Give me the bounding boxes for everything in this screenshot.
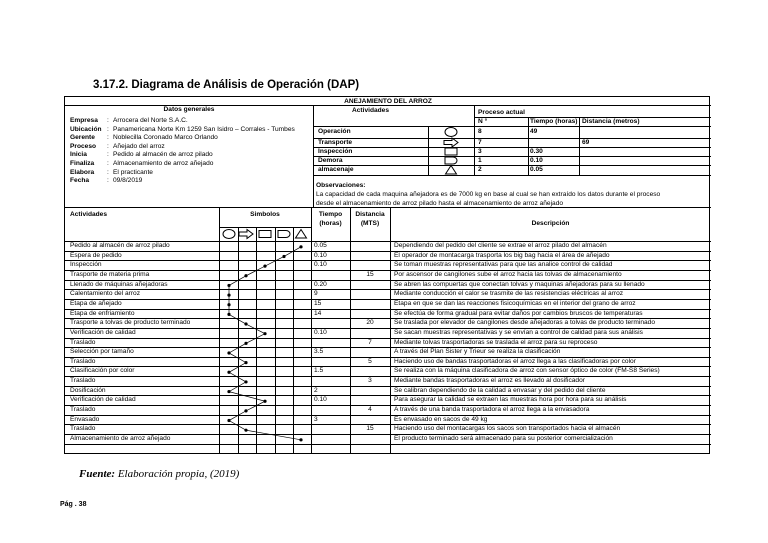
general-value: Arrocera del Norte S.A.C. — [113, 117, 188, 124]
detail-desc: Etapa en que se dan las reacciones fisicoquímicas en el interior del grano de arroz — [394, 299, 636, 307]
grid-line — [65, 207, 711, 208]
grid-line — [65, 386, 711, 387]
page-number: Pág . 38 — [60, 501, 87, 508]
detail-desc: Se toman muestras representativas para que las analice control de calidad — [394, 261, 613, 269]
summary-row-n: 2 — [478, 166, 482, 173]
square-icon — [445, 148, 457, 155]
grid-line — [293, 227, 294, 241]
summary-col-dist: Distancia (metros) — [582, 118, 640, 125]
detail-activity: Clasificación por color — [70, 367, 135, 375]
flow-point — [244, 342, 247, 345]
circle-icon — [223, 230, 235, 239]
detail-h-time: Tiempo — [318, 211, 343, 218]
detail-dist: 15 — [366, 425, 374, 433]
detail-desc: Se abren las compuertas que conectan tolvas y maquinas añejadoras para su llenado — [394, 280, 645, 288]
detail-time: 2 — [314, 386, 318, 394]
flow-point — [227, 371, 230, 374]
summary-row-name: Transporte — [318, 138, 353, 146]
flow-point — [299, 438, 302, 441]
flow-point — [282, 255, 285, 258]
detail-time: 9 — [314, 290, 318, 298]
general-value: Noblecilla Coronado Marco Orlando — [113, 134, 218, 142]
detail-activity: Traslado — [70, 357, 96, 365]
fuente-label: Fuente: — [79, 468, 116, 480]
grid-line — [238, 241, 239, 454]
grid-line — [256, 227, 257, 241]
general-sep: : — [107, 177, 109, 185]
flow-point — [263, 265, 266, 268]
flow-point — [244, 322, 247, 325]
detail-desc: Mediante conducción el calor se trasmite de las resistencias eléctricas al arroz — [394, 290, 624, 298]
fuente-text: Elaboración propia, (2019) — [117, 468, 240, 480]
general-label: Ubicación — [70, 125, 102, 133]
detail-activity: Traslado — [70, 338, 96, 346]
detail-time: 0.10 — [314, 396, 327, 404]
flow-point — [244, 429, 247, 432]
circle-icon — [445, 128, 457, 137]
detail-desc: A través del Plan Sister y Trieur se realiza la clasificación — [394, 348, 561, 356]
detail-desc: Se calibran dependiendo de la calidad a envasar y del pedido del cliente — [394, 386, 606, 394]
detail-h-symbols: Simbolos — [250, 211, 280, 218]
detail-activity: Traslado — [70, 406, 96, 414]
general-sep: : — [107, 142, 109, 150]
grid-line — [311, 207, 312, 454]
summary-process-header: Proceso actual — [478, 109, 525, 116]
detail-time: 3 — [314, 415, 318, 423]
fuente-caption — [79, 468, 239, 480]
detail-activity: Etapa de enfriamiento — [70, 309, 135, 317]
detail-time: 0.10 — [314, 251, 327, 259]
summary-row-name: Inspección — [318, 147, 353, 155]
summary-row-n: 3 — [478, 147, 482, 155]
table-title: ANEJAMIENTO DEL ARROZ — [344, 98, 432, 105]
detail-desc: Haciendo uso de bandas trasportadoras el arroz llega a las clasificadoras por color — [394, 357, 636, 365]
flow-point — [244, 361, 247, 364]
detail-h-dist: Distancia — [355, 211, 385, 218]
general-label: Gerente — [70, 134, 95, 142]
detail-activity: Almacenamiento de arroz añejado — [70, 435, 171, 442]
general-value: El practicante — [113, 168, 153, 176]
grid-line — [65, 347, 711, 348]
detail-activity: Selección por tamaño — [70, 348, 134, 356]
detail-desc: Por ascensor de cangilones sube el arroz hacia las tolvas de almacenamiento — [394, 270, 622, 278]
grid-line — [219, 207, 220, 454]
flow-point — [244, 274, 247, 277]
general-sep: : — [107, 117, 109, 124]
summary-row-n: 7 — [478, 138, 482, 146]
detail-activity: Trasporte de materia prima — [70, 270, 150, 278]
dap-table — [64, 96, 710, 454]
detail-dist: 4 — [368, 406, 372, 414]
summary-row-time: 49 — [530, 128, 538, 135]
observations-line1: La capacidad de cada maquina añejadora es de 7000 kg en base al cual se han extraído los datos durante el proceso — [316, 191, 661, 198]
detail-time: 15 — [314, 299, 322, 307]
detail-desc: El operador de montacarga trasporta los big bag hacia el área de añejado — [394, 251, 610, 259]
observations-line2: desde el almacenamiento de arroz pilado hasta el almacenamiento de arroz añejado — [316, 200, 564, 207]
summary-row-time: 0.10 — [530, 156, 543, 164]
general-label: Fecha — [70, 177, 90, 185]
page-title: 3.17.2. Diagrama de Análisis de Operación (DAP) — [93, 79, 360, 91]
summary-row-name: Operación — [318, 128, 351, 135]
detail-time: 3.5 — [314, 348, 324, 356]
detail-time: 0.20 — [314, 280, 327, 288]
detail-h-time-unit: (horas) — [319, 220, 342, 227]
detail-activity: Calentamiento del arroz — [70, 290, 141, 298]
detail-dist: 20 — [366, 319, 374, 327]
grid-line — [238, 227, 239, 241]
detail-desc: Mediante bandas trasportadoras el arroz es llevado al dosificador — [394, 377, 585, 385]
detail-time: 1.5 — [314, 367, 324, 375]
d-shape-icon — [278, 231, 290, 238]
flow-point — [227, 284, 230, 287]
grid-line — [313, 175, 711, 176]
detail-h-activities: Actividades — [70, 211, 108, 218]
summary-row-name: Demora — [318, 156, 343, 164]
detail-activity: Dosificación — [70, 386, 106, 394]
grid-line — [256, 241, 257, 454]
detail-desc: Se traslada por elevador de cangilones desde añejadoras a tolvas de producto terminado — [394, 319, 655, 327]
general-value: Almacenamiento de arroz añejado — [113, 160, 214, 167]
general-label: Inicia — [70, 151, 87, 159]
flow-point — [263, 400, 266, 403]
summary-col-time: Tiempo (horas) — [530, 118, 578, 125]
flow-point — [263, 332, 266, 335]
flow-point — [244, 409, 247, 412]
general-sep: : — [107, 160, 109, 167]
detail-activity: Verificación de calidad — [70, 328, 136, 336]
detail-desc: Mediante tolvas trasportadoras se traslada el arroz para su reproceso — [394, 338, 598, 346]
summary-col-n: N ° — [478, 118, 488, 125]
detail-time: 14 — [314, 309, 322, 317]
detail-activity: Traslado — [70, 377, 96, 385]
detail-activity: Etapa de añejado — [70, 299, 122, 307]
detail-desc: Se sacan muestras representativas y se envían a control de calidad para sus análisis — [394, 328, 643, 336]
general-label: Proceso — [70, 142, 97, 150]
summary-activities-header: Actividades — [351, 107, 389, 114]
detail-activity: Espera de pedido — [70, 251, 122, 259]
general-label: Elabora — [70, 168, 95, 176]
flow-point — [227, 419, 230, 422]
detail-dist: 7 — [368, 338, 372, 346]
summary-row-time: 0.30 — [530, 147, 543, 155]
grid-line — [65, 444, 711, 445]
grid-line — [65, 260, 711, 261]
d-shape-icon — [445, 157, 457, 164]
detail-activity: Inspección — [70, 261, 102, 269]
grid-line — [65, 415, 711, 416]
general-header: Datos generales — [163, 106, 215, 113]
detail-h-dist-unit: (MTS) — [360, 220, 380, 227]
general-sep: : — [107, 125, 109, 133]
grid-line — [293, 241, 294, 454]
detail-time: 0.10 — [314, 328, 327, 336]
detail-desc: Haciendo uso del montacargas los sacos son transportados hacia el almacén — [394, 425, 621, 433]
grid-line — [65, 251, 711, 252]
detail-activity: Pedido al almacén de arroz pilado — [70, 242, 170, 249]
flow-point — [227, 313, 230, 316]
general-sep: : — [107, 151, 109, 159]
general-value: 09/8/2019 — [113, 177, 143, 185]
summary-row-name: almacenaje — [318, 166, 354, 173]
detail-dist: 5 — [368, 357, 372, 365]
general-sep: : — [107, 134, 109, 142]
triangle-icon — [446, 166, 457, 175]
detail-activity: Verificación de calidad — [70, 396, 136, 404]
observations-label: Observaciones: — [316, 182, 366, 189]
grid-line — [275, 241, 276, 454]
grid-line — [350, 207, 351, 454]
flow-point — [244, 380, 247, 383]
flow-line — [229, 247, 301, 440]
detail-activity: Trasporte a tolvas de producto terminado — [70, 319, 191, 327]
grid-line — [390, 207, 391, 454]
summary-row-n: 8 — [478, 128, 482, 135]
flow-point — [299, 245, 302, 248]
detail-desc: El producto terminado será almacenado para su posterior comercialización — [394, 435, 613, 442]
arrow-icon — [444, 138, 458, 147]
general-label: Finaliza — [70, 160, 95, 167]
detail-activity: Envasado — [70, 415, 100, 423]
detail-time: 0.10 — [314, 261, 327, 269]
general-value: Panamericana Norte Km 1259 San Isidro – Corrales - Tumbes — [113, 125, 295, 133]
detail-desc: A través de una banda trasportadora el arroz llega a la envasadora — [394, 406, 590, 414]
detail-time: 0.05 — [314, 242, 327, 249]
flow-point — [227, 390, 230, 393]
detail-desc: Dependiendo del pedido del cliente se extrae el arroz pilado del almacén — [394, 242, 607, 249]
summary-row-n: 1 — [478, 156, 482, 164]
detail-activity: Llenado de máquinas añejadoras — [70, 280, 168, 288]
detail-dist: 3 — [368, 377, 372, 385]
square-icon — [259, 231, 271, 238]
general-label: Empresa — [70, 117, 98, 124]
summary-row-dist: 69 — [582, 138, 590, 146]
flow-point — [227, 351, 230, 354]
detail-desc: Se efectúa de forma gradual para evitar daños por cambios bruscos de temperaturas — [394, 309, 643, 317]
detail-desc: Para asegurar la calidad se extraen las muestras hora por hora para su análisis — [394, 396, 627, 404]
grid-line — [219, 227, 311, 228]
flow-point — [227, 293, 230, 296]
general-value: Pedido al almacén de arroz pilado — [113, 151, 213, 159]
general-sep: : — [107, 168, 109, 176]
detail-activity: Traslado — [70, 425, 96, 433]
general-value: Añejado del arroz — [113, 142, 165, 150]
grid-line — [275, 227, 276, 241]
summary-row-time: 0.05 — [530, 166, 543, 173]
arrow-icon — [239, 230, 253, 239]
flow-point — [227, 303, 230, 306]
detail-h-desc: Descripción — [531, 220, 570, 227]
detail-desc: Es envasado en sacos de 49 kg — [394, 415, 488, 423]
detail-dist: 15 — [366, 270, 374, 278]
triangle-icon — [296, 230, 307, 239]
detail-desc: Se realiza con la máquina clasificadora de arroz con sensor óptico de color (FM-S8 Series) — [394, 367, 660, 375]
